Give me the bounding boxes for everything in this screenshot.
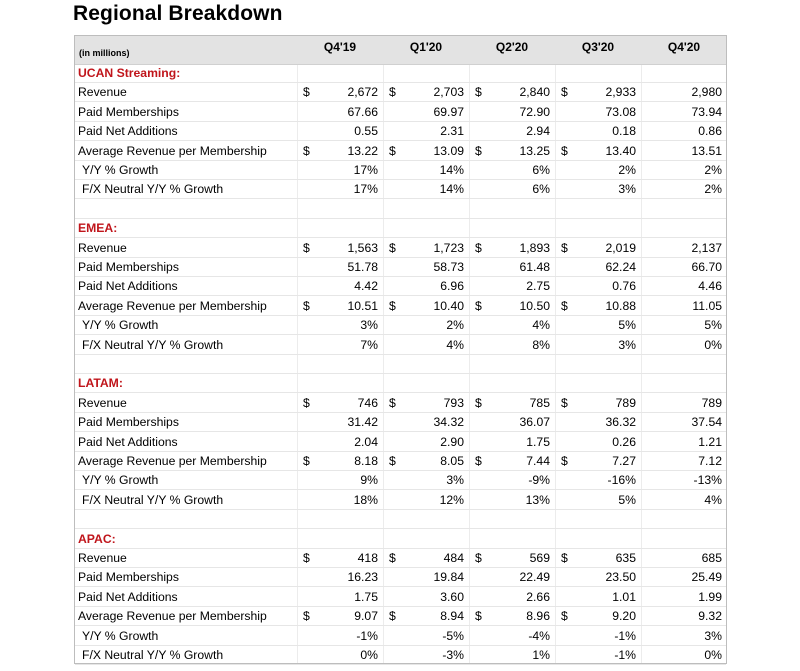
table-cell: 12%	[439, 492, 464, 507]
table-row	[75, 549, 726, 568]
table-cell: 7.44	[526, 454, 550, 468]
row-label: Average Revenue per Membership	[78, 454, 267, 468]
table-header-row	[75, 36, 726, 65]
row-label: Average Revenue per Membership	[78, 143, 267, 158]
row-label: Paid Memberships	[78, 260, 179, 274]
currency-symbol: $	[475, 85, 482, 100]
spacer-row	[75, 510, 726, 529]
table-row	[75, 588, 726, 607]
table-cell: 16.23	[347, 570, 378, 585]
currency-symbol: $	[303, 551, 310, 565]
table-cell: 62.24	[605, 260, 636, 274]
table-row	[75, 336, 726, 355]
table-cell: 8.94	[440, 609, 464, 624]
table-cell: 22.49	[519, 570, 550, 585]
currency-symbol: $	[561, 609, 568, 624]
row-label: F/X Neutral Y/Y % Growth	[82, 648, 224, 662]
table-cell: 0.86	[698, 124, 722, 139]
table-cell: 13.51	[691, 143, 722, 158]
table-cell: 4%	[446, 337, 464, 352]
currency-symbol: $	[303, 143, 310, 158]
table-cell: 2,840	[519, 85, 550, 100]
table-cell: 789	[615, 395, 636, 410]
table-cell: 13.25	[519, 143, 550, 158]
table-cell: 635	[615, 551, 636, 565]
table-row	[75, 161, 726, 180]
table-row	[75, 433, 726, 452]
table-cell: 10.51	[347, 298, 378, 313]
currency-symbol: $	[389, 85, 396, 100]
table-cell: 2,703	[433, 85, 464, 100]
region-heading: LATAM:	[78, 376, 123, 391]
table-cell: -1%	[356, 628, 378, 643]
table-cell: 4%	[532, 318, 550, 333]
table-cell: 7.27	[612, 454, 636, 468]
table-cell: 0.55	[354, 124, 378, 139]
table-cell: 5%	[618, 492, 636, 507]
table-row	[75, 452, 726, 471]
row-label: Paid Net Additions	[78, 279, 178, 294]
table-cell: 2,019	[605, 240, 636, 255]
table-cell: 1.01	[612, 589, 636, 604]
table-row	[75, 258, 726, 277]
table-cell: 1.99	[698, 589, 722, 604]
table-cell: 2,980	[691, 85, 722, 100]
row-label: Average Revenue per Membership	[78, 298, 267, 313]
region-heading-row	[75, 530, 726, 549]
regional-breakdown-table	[74, 35, 727, 664]
currency-symbol: $	[303, 454, 310, 468]
currency-symbol: $	[303, 395, 310, 410]
table-row	[75, 413, 726, 432]
table-cell: -16%	[607, 473, 636, 488]
table-cell: 14%	[439, 182, 464, 197]
table-cell: 8%	[532, 337, 550, 352]
table-cell: 2%	[704, 182, 722, 197]
row-label: F/X Neutral Y/Y % Growth	[82, 337, 224, 352]
row-label: Paid Memberships	[78, 104, 179, 119]
row-label: Average Revenue per Membership	[78, 609, 267, 624]
table-cell: 418	[357, 551, 378, 565]
table-row	[75, 491, 726, 510]
currency-symbol: $	[389, 609, 396, 624]
table-row	[75, 180, 726, 199]
table-cell: 1.21	[698, 434, 722, 449]
currency-symbol: $	[561, 298, 568, 313]
table-cell: 9.20	[612, 609, 636, 624]
table-cell: -1%	[614, 648, 636, 662]
table-cell: 67.66	[347, 104, 378, 119]
table-row	[75, 607, 726, 626]
row-label: Y/Y % Growth	[82, 473, 159, 488]
currency-symbol: $	[303, 609, 310, 624]
table-cell: 1%	[532, 648, 550, 662]
table-cell: 5%	[704, 318, 722, 333]
table-cell: 2.90	[440, 434, 464, 449]
currency-symbol: $	[561, 143, 568, 158]
table-cell: 1,723	[433, 240, 464, 255]
table-row	[75, 316, 726, 335]
row-label: F/X Neutral Y/Y % Growth	[82, 182, 224, 197]
currency-symbol: $	[303, 298, 310, 313]
table-row	[75, 277, 726, 296]
table-cell: 3.60	[440, 589, 464, 604]
row-label: Y/Y % Growth	[82, 318, 159, 333]
table-cell: 10.50	[519, 298, 550, 313]
currency-symbol: $	[389, 395, 396, 410]
table-cell: 61.48	[519, 260, 550, 274]
currency-symbol: $	[389, 298, 396, 313]
row-label: Revenue	[78, 395, 127, 410]
table-cell: 9%	[360, 473, 378, 488]
table-cell: 3%	[360, 318, 378, 333]
spacer-row	[75, 355, 726, 374]
table-cell: 0.76	[612, 279, 636, 294]
currency-symbol: $	[475, 551, 482, 565]
table-cell: -1%	[614, 628, 636, 643]
table-row	[75, 568, 726, 587]
currency-symbol: $	[389, 551, 396, 565]
currency-symbol: $	[561, 395, 568, 410]
table-cell: 1.75	[354, 589, 378, 604]
table-cell: 73.08	[605, 104, 636, 119]
table-cell: 2%	[618, 163, 636, 177]
table-cell: 36.07	[519, 415, 550, 430]
row-label: Revenue	[78, 551, 127, 565]
table-cell: 1,893	[519, 240, 550, 255]
table-cell: -9%	[528, 473, 550, 488]
table-cell: 569	[529, 551, 550, 565]
table-cell: 0%	[704, 648, 722, 662]
currency-symbol: $	[389, 143, 396, 158]
currency-symbol: $	[303, 85, 310, 100]
table-row	[75, 239, 726, 258]
table-cell: 7.12	[698, 454, 722, 468]
table-cell: 17%	[353, 182, 378, 197]
table-cell: 13.22	[347, 143, 378, 158]
table-cell: 785	[529, 395, 550, 410]
table-row	[75, 142, 726, 161]
table-cell: -3%	[442, 648, 464, 662]
table-cell: 2%	[704, 163, 722, 177]
table-cell: 0.26	[612, 434, 636, 449]
table-row	[75, 627, 726, 646]
table-cell: 7%	[360, 337, 378, 352]
table-cell: 0.18	[612, 124, 636, 139]
table-cell: 2.04	[354, 434, 378, 449]
table-cell: 8.05	[440, 454, 464, 468]
table-cell: 6%	[532, 182, 550, 197]
table-row	[75, 297, 726, 316]
table-row	[75, 646, 726, 665]
unit-label: (in millions)	[79, 48, 130, 58]
table-cell: 13%	[525, 492, 550, 507]
table-cell: 19.84	[433, 570, 464, 585]
table-cell: -13%	[693, 473, 722, 488]
period-header: Q1'20	[409, 40, 443, 54]
table-cell: 51.78	[347, 260, 378, 274]
table-cell: 2,672	[347, 85, 378, 100]
table-cell: 9.07	[354, 609, 378, 624]
table-cell: 2.94	[526, 124, 550, 139]
table-cell: 2,137	[691, 240, 722, 255]
currency-symbol: $	[389, 240, 396, 255]
table-cell: 685	[701, 551, 722, 565]
region-heading: APAC:	[78, 531, 116, 546]
currency-symbol: $	[561, 454, 568, 468]
table-cell: 8.96	[526, 609, 550, 624]
row-label: Revenue	[78, 240, 127, 255]
page-title: Regional Breakdown	[73, 2, 283, 25]
row-label: Paid Net Additions	[78, 589, 178, 604]
table-cell: 3%	[618, 182, 636, 197]
table-cell: 72.90	[519, 104, 550, 119]
table-cell: 2.75	[526, 279, 550, 294]
currency-symbol: $	[561, 85, 568, 100]
table-row	[75, 83, 726, 102]
period-header: Q4'19	[323, 40, 357, 54]
table-cell: 58.73	[433, 260, 464, 274]
currency-symbol: $	[389, 454, 396, 468]
table-cell: 5%	[618, 318, 636, 333]
table-cell: 69.97	[433, 104, 464, 119]
row-label: Paid Net Additions	[78, 434, 178, 449]
spacer-row	[75, 200, 726, 219]
row-label: Paid Net Additions	[78, 124, 178, 139]
table-cell: 2,933	[605, 85, 636, 100]
currency-symbol: $	[561, 551, 568, 565]
table-cell: 2.66	[526, 589, 550, 604]
table-cell: 0%	[704, 337, 722, 352]
period-header: Q4'20	[667, 40, 701, 54]
table-cell: 13.09	[433, 143, 464, 158]
table-cell: 6.96	[440, 279, 464, 294]
table-cell: 793	[443, 395, 464, 410]
table-cell: 10.88	[605, 298, 636, 313]
table-cell: 2.31	[440, 124, 464, 139]
table-cell: 18%	[353, 492, 378, 507]
currency-symbol: $	[475, 240, 482, 255]
table-cell: 1,563	[347, 240, 378, 255]
table-cell: 34.32	[433, 415, 464, 430]
table-cell: 13.40	[605, 143, 636, 158]
table-cell: 484	[443, 551, 464, 565]
table-cell: 36.32	[605, 415, 636, 430]
region-heading-row	[75, 219, 726, 238]
table-cell: -5%	[442, 628, 464, 643]
region-heading-row	[75, 374, 726, 393]
currency-symbol: $	[475, 454, 482, 468]
table-cell: 6%	[532, 163, 550, 177]
table-cell: 4.46	[698, 279, 722, 294]
region-heading: UCAN Streaming:	[78, 66, 181, 80]
table-row	[75, 471, 726, 490]
region-heading: EMEA:	[78, 221, 118, 236]
row-label: Paid Memberships	[78, 570, 179, 585]
currency-symbol: $	[475, 609, 482, 624]
table-cell: 3%	[618, 337, 636, 352]
table-cell: 4.42	[354, 279, 378, 294]
table-cell: 9.32	[698, 609, 722, 624]
table-cell: 2%	[446, 318, 464, 333]
currency-symbol: $	[561, 240, 568, 255]
table-cell: 23.50	[605, 570, 636, 585]
period-header: Q3'20	[581, 40, 615, 54]
table-cell: 66.70	[691, 260, 722, 274]
table-cell: 31.42	[347, 415, 378, 430]
currency-symbol: $	[475, 143, 482, 158]
table-cell: 746	[357, 395, 378, 410]
row-label: Revenue	[78, 85, 127, 100]
table-cell: 3%	[446, 473, 464, 488]
row-label: Paid Memberships	[78, 415, 179, 430]
table-cell: 25.49	[691, 570, 722, 585]
row-label: Y/Y % Growth	[82, 628, 159, 643]
table-cell: 11.05	[692, 298, 722, 313]
table-cell: 14%	[439, 163, 464, 177]
table-row	[75, 122, 726, 141]
table-cell: 8.18	[354, 454, 378, 468]
table-cell: 3%	[704, 628, 722, 643]
row-label: F/X Neutral Y/Y % Growth	[82, 492, 224, 507]
table-cell: 37.54	[691, 415, 722, 430]
table-cell: 789	[701, 395, 722, 410]
table-cell: 10.40	[433, 298, 464, 313]
currency-symbol: $	[475, 395, 482, 410]
period-header: Q2'20	[495, 40, 529, 54]
table-cell: -4%	[528, 628, 550, 643]
table-cell: 4%	[704, 492, 722, 507]
row-label: Y/Y % Growth	[82, 163, 159, 177]
currency-symbol: $	[475, 298, 482, 313]
currency-symbol: $	[303, 240, 310, 255]
table-cell: 17%	[353, 163, 378, 177]
region-heading-row	[75, 64, 726, 83]
table-row	[75, 394, 726, 413]
table-cell: 1.75	[526, 434, 550, 449]
table-cell: 73.94	[691, 104, 722, 119]
table-cell: 0%	[360, 648, 378, 662]
table-row	[75, 103, 726, 122]
